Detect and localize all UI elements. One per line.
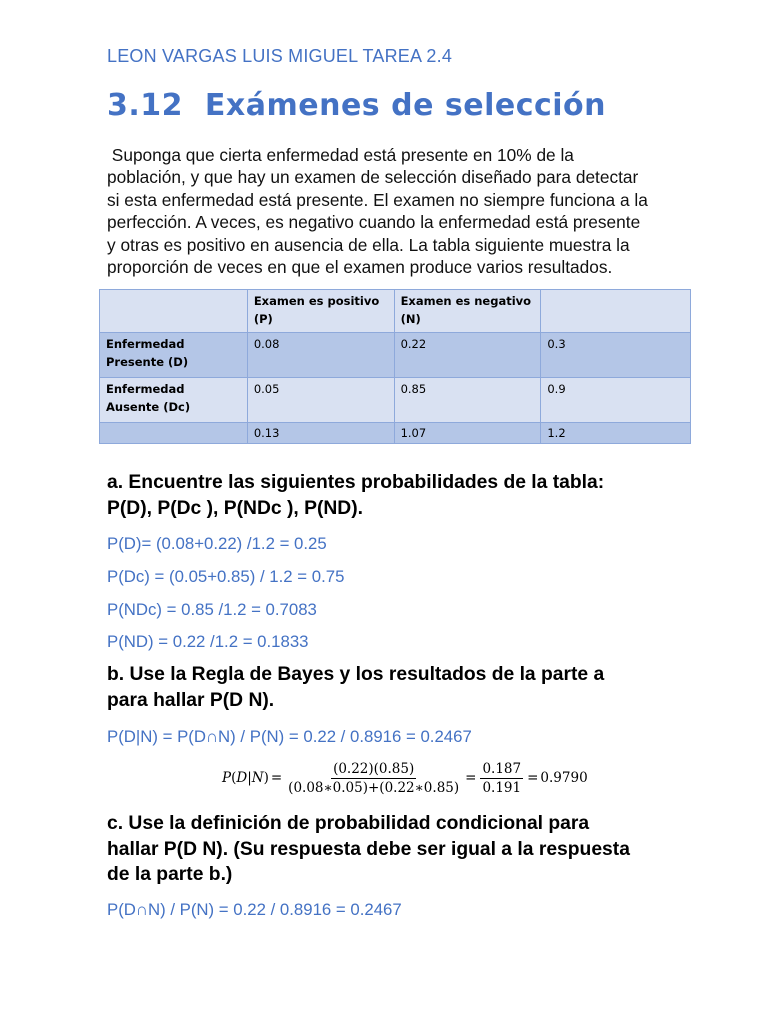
formula-denominator-1: (0.08∗0.05)+(0.22∗0.85) — [288, 779, 460, 796]
formula-numerator-1: (0.22)(0.85) — [333, 760, 415, 777]
formula-paren-open: ( — [231, 770, 237, 786]
table-cell: 1.2 — [541, 423, 691, 444]
table-cell: 0.9 — [541, 378, 691, 423]
bayes-formula — [222, 757, 588, 799]
table-row — [100, 378, 691, 423]
question-line: de la parte b.) — [107, 864, 233, 885]
row-label-cell: Enfermedad Ausente (Dc) — [100, 378, 248, 423]
formula-paren-close: ) — [263, 770, 269, 786]
formula-numerator-2: 0.187 — [482, 760, 522, 777]
author-line: LEON VARGAS LUIS MIGUEL TAREA 2.4 — [107, 46, 453, 66]
formula-fraction-2 — [480, 761, 523, 796]
question-line: c. Use la definición de probabilidad condicional para — [107, 813, 590, 834]
formula-bar: | — [247, 770, 252, 786]
formula-n: N — [251, 770, 264, 786]
formula-d: D — [236, 770, 248, 786]
intro-line: población, y que hay un examen de selección diseñado para detectar — [107, 167, 639, 188]
intro-paragraph — [107, 144, 667, 278]
answer-pdc: P(Dc) = (0.05+0.85) / 1.2 = 0.75 — [107, 567, 345, 586]
formula-equals: = — [465, 770, 477, 786]
question-a — [107, 470, 667, 521]
table-cell: 0.3 — [541, 333, 691, 378]
answer-pd: P(D)= (0.08+0.22) /1.2 = 0.25 — [107, 534, 327, 553]
formula-result: 0.9790 — [540, 770, 588, 786]
intro-line: proporción de veces en que el examen produce varios resultados. — [107, 257, 613, 278]
question-line: para hallar P(D N). — [107, 689, 275, 711]
intro-line: si esta enfermedad está presente. El examen no siempre funciona a la — [107, 189, 648, 210]
question-line: hallar P(D N). (Su respuesta debe ser igual a la respuesta — [107, 838, 630, 860]
table-total-row — [100, 423, 691, 444]
table-header-cell — [100, 290, 248, 333]
table-header-cell: Examen es positivo (P) — [247, 290, 394, 333]
probability-table — [99, 289, 691, 444]
formula-equals: = — [527, 770, 539, 786]
table-cell: 1.07 — [394, 423, 541, 444]
table-header-cell: Examen es negativo (N) — [394, 290, 541, 333]
question-c — [107, 811, 667, 888]
table-cell: 0.05 — [247, 378, 394, 423]
intro-line: Suponga que cierta enfermedad está presente en 10% de la — [107, 145, 574, 165]
table-header-row — [100, 290, 691, 333]
answer-conditional: P(D∩N) / P(N) = 0.22 / 0.8916 = 0.2467 — [107, 900, 402, 919]
table-cell: 0.08 — [247, 333, 394, 378]
table-header-cell — [541, 290, 691, 333]
row-label-cell — [100, 423, 248, 444]
table-cell: 0.22 — [394, 333, 541, 378]
table-cell: 0.13 — [247, 423, 394, 444]
table-row — [100, 333, 691, 378]
table-cell: 0.85 — [394, 378, 541, 423]
intro-line: perfección. A veces, es negativo cuando la enfermedad está presente — [107, 212, 641, 233]
answer-pnd: P(ND) = 0.22 /1.2 = 0.1833 — [107, 632, 309, 651]
answer-bayes: P(D|N) = P(D∩N) / P(N) = 0.22 / 0.8916 = 0.2467 — [107, 727, 472, 746]
formula-equals: = — [270, 770, 283, 786]
row-label-cell: Enfermedad Presente (D) — [100, 333, 248, 378]
formula-denominator-2: 0.191 — [482, 779, 522, 796]
question-line: P(D), P(Dc ), P(NDc ), P(ND). — [107, 497, 364, 519]
section-heading: 3.12 Exámenes de selección — [107, 88, 607, 123]
question-b — [107, 662, 667, 713]
answer-pndc: P(NDc) = 0.85 /1.2 = 0.7083 — [107, 600, 317, 619]
question-line: b. Use la Regla de Bayes y los resultados de la parte a — [107, 664, 605, 685]
question-line: a. Encuentre las siguientes probabilidades de la tabla: — [107, 472, 605, 493]
formula-p: P — [222, 770, 232, 786]
intro-line: y otras es positivo en ausencia de ella. La tabla siguiente muestra la — [107, 234, 630, 255]
formula-fraction-1 — [286, 761, 461, 796]
